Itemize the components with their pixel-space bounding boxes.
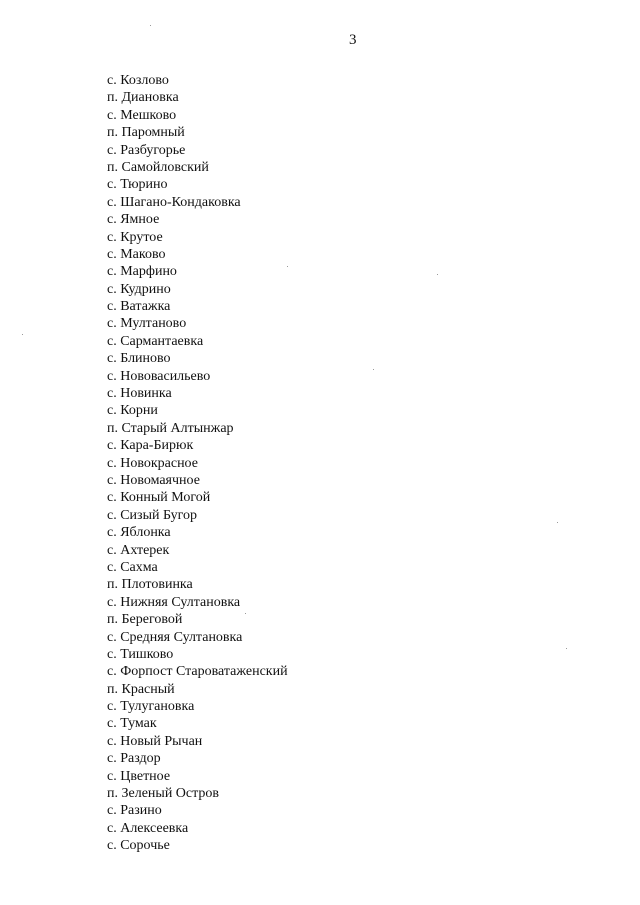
scan-speck <box>437 274 438 275</box>
list-item: с. Ватажка <box>107 299 171 315</box>
list-item: с. Нижняя Султановка <box>107 594 241 610</box>
list-item: п. Старый Алтынжар <box>107 420 234 436</box>
list-item: с. Новокрасное <box>107 455 198 471</box>
list-item: с. Тюрино <box>107 177 168 193</box>
scan-speck <box>557 522 558 523</box>
list-item: с. Тумак <box>107 716 157 732</box>
list-item: п. Береговой <box>107 612 183 628</box>
list-item: с. Новомаячное <box>107 472 200 488</box>
list-item: с. Марфино <box>107 264 177 280</box>
scan-speck <box>150 25 151 26</box>
list-item: с. Козлово <box>107 73 169 88</box>
list-item: с. Нововасильево <box>107 368 211 384</box>
list-item: с. Крутое <box>107 229 163 245</box>
settlement-list <box>107 72 288 855</box>
list-item: с. Тулугановка <box>107 699 195 715</box>
list-item: с. Шагано-Кондаковка <box>107 194 241 210</box>
list-item: с. Ямное <box>107 212 160 228</box>
list-item: с. Ахтерек <box>107 542 170 558</box>
list-item: с. Кудрино <box>107 281 171 297</box>
list-item: с. Мешково <box>107 107 177 123</box>
scan-speck <box>373 369 374 370</box>
list-item: с. Новинка <box>107 386 172 402</box>
list-item: п. Плотовинка <box>107 577 193 593</box>
list-item: п. Зеленый Остров <box>107 786 220 802</box>
list-item: с. Сармантаевка <box>107 333 204 349</box>
list-item: с. Раздор <box>107 751 161 767</box>
list-item: с. Алексеевка <box>107 820 189 836</box>
list-item: п. Самойловский <box>107 159 209 175</box>
list-item: с. Мултаново <box>107 316 187 332</box>
list-item: п. Паромный <box>107 125 185 141</box>
list-item: с. Новый Рычан <box>107 733 203 749</box>
list-item: с. Маково <box>107 246 166 262</box>
list-item: с. Форпост Староватаженский <box>107 664 288 680</box>
list-item: с. Конный Могой <box>107 490 211 506</box>
list-item: с. Кара-Бирюк <box>107 438 194 454</box>
list-item: с. Тишково <box>107 646 174 662</box>
scan-speck <box>22 334 23 335</box>
list-item: с. Сахма <box>107 559 158 575</box>
list-item: с. Цветное <box>107 768 171 784</box>
list-item: с. Разбугорье <box>107 142 186 158</box>
list-item: с. Корни <box>107 403 158 419</box>
list-item: с. Сизый Бугор <box>107 507 198 523</box>
list-item: с. Яблонка <box>107 525 171 541</box>
scan-speck <box>566 648 567 649</box>
list-item: с. Разино <box>107 803 162 819</box>
list-item: с. Средняя Султановка <box>107 629 243 645</box>
list-item: с. Сорочье <box>107 838 170 854</box>
list-item: с. Блиново <box>107 351 171 367</box>
scan-speck <box>245 613 246 614</box>
scan-speck <box>287 266 288 267</box>
list-item: п. Красный <box>107 681 175 697</box>
page-number: 3 <box>349 32 357 48</box>
list-item: п. Диановка <box>107 90 179 106</box>
